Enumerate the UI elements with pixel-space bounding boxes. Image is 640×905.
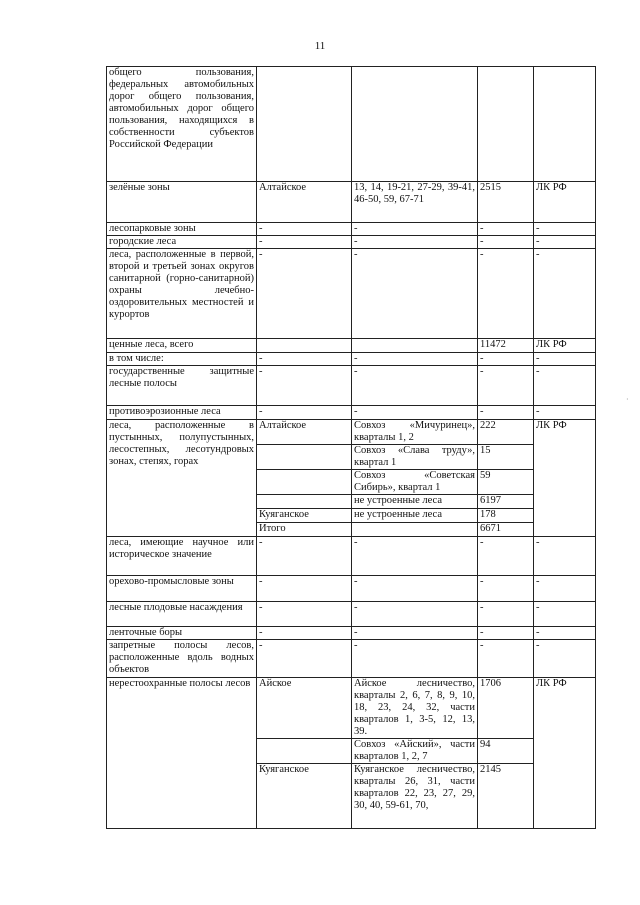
legal-basis-cell: - [534,353,596,366]
area-cell: - [478,223,534,236]
quarters-cell: 13, 14, 19-21, 27-29, 39-41, 46-50, 59, 67-71 [352,182,478,223]
legal-basis-cell: - [534,249,596,339]
forest-categories-table [106,66,596,829]
area-cell: - [478,640,534,678]
forestry-cell: Итого [257,523,352,537]
area-cell: 1706 [478,678,534,739]
forestry-cell: - [257,627,352,640]
area-cell: 11472 [478,339,534,353]
legal-basis-cell: - [534,366,596,406]
table-row [107,249,596,339]
legal-basis-cell: ЛК РФ [534,678,596,829]
quarters-cell: - [352,640,478,678]
area-cell: 6197 [478,495,534,509]
forestry-cell [257,495,352,509]
quarters-cell [352,339,478,353]
table-row [107,627,596,640]
legal-basis-cell: - [534,406,596,420]
table-row [107,537,596,576]
area-cell: - [478,236,534,249]
area-cell: 94 [478,739,534,764]
category-cell: леса, расположенные в пустынных, полупустынных, лесостепных, лесотундровых зонах, степях, горах [107,420,257,537]
category-cell: ценные леса, всего [107,339,257,353]
area-cell: 59 [478,470,534,495]
legal-basis-cell: ЛК РФ [534,420,596,537]
category-cell: государственные защитные лесные полосы [107,366,257,406]
area-cell: 222 [478,420,534,445]
forestry-cell: - [257,366,352,406]
forestry-cell: - [257,353,352,366]
category-cell: зелёные зоны [107,182,257,223]
area-cell: 6671 [478,523,534,537]
quarters-cell: Совхоз «Мичуринец», кварталы 1, 2 [352,420,478,445]
forestry-cell: Куяганское [257,509,352,523]
category-cell: общего пользования, федеральных автомобильных дорог общего пользования, автомобильных дорог общего пользования, находящихся в собственности субъектов Российской Федерации [107,67,257,182]
forestry-cell [257,67,352,182]
forestry-cell: - [257,406,352,420]
category-cell: ленточные боры [107,627,257,640]
quarters-cell [352,523,478,537]
quarters-cell: - [352,249,478,339]
quarters-cell: Куяганское лесничество, кварталы 26, 31, части кварталов 22, 23, 27, 29, 30, 40, 59-61, 70, [352,764,478,829]
quarters-cell: - [352,223,478,236]
quarters-cell: - [352,537,478,576]
forestry-cell [257,445,352,470]
legal-basis-cell: ЛК РФ [534,339,596,353]
legal-basis-cell: - [534,640,596,678]
forestry-cell [257,470,352,495]
table-row [107,640,596,678]
legal-basis-cell: - [534,576,596,602]
quarters-cell: - [352,236,478,249]
category-cell: нерестоохранные полосы лесов [107,678,257,829]
quarters-cell: - [352,627,478,640]
table-row [107,576,596,602]
quarters-cell: Совхоз «Советская Сибирь», квартал 1 [352,470,478,495]
area-cell: - [478,602,534,627]
forestry-cell: Айское [257,678,352,739]
table-row [107,236,596,249]
table-row [107,678,596,739]
quarters-cell: - [352,406,478,420]
quarters-cell: не устроенные леса [352,509,478,523]
legal-basis-cell: - [534,223,596,236]
table-row [107,602,596,627]
legal-basis-cell: - [534,236,596,249]
forestry-cell: - [257,223,352,236]
table-row [107,182,596,223]
area-cell: - [478,366,534,406]
forestry-cell: Куяганское [257,764,352,829]
quarters-cell: - [352,576,478,602]
forestry-cell: Алтайское [257,420,352,445]
table-row [107,353,596,366]
legal-basis-cell: - [534,602,596,627]
table-row [107,420,596,445]
legal-basis-cell: - [534,537,596,576]
category-cell: леса, расположенные в первой, второй и третьей зонах округов санитарной (горно-санитарной) охраны лечебно-оздоровительных местностей и курортов [107,249,257,339]
area-cell: - [478,576,534,602]
quarters-cell: Совхоз «Айский», части кварталов 1, 2, 7 [352,739,478,764]
area-cell: - [478,249,534,339]
quarters-cell: не устроенные леса [352,495,478,509]
table-row [107,366,596,406]
legal-basis-cell: - [534,627,596,640]
category-cell: орехово-промысловые зоны [107,576,257,602]
quarters-cell: - [352,353,478,366]
scan-mark: · [626,395,629,404]
area-cell: - [478,537,534,576]
forestry-cell: - [257,249,352,339]
quarters-cell: - [352,366,478,406]
area-cell: 2515 [478,182,534,223]
area-cell: - [478,353,534,366]
table-row [107,406,596,420]
area-cell: 178 [478,509,534,523]
quarters-cell: - [352,602,478,627]
quarters-cell [352,67,478,182]
area-cell: 15 [478,445,534,470]
category-cell: противоэрозионные леса [107,406,257,420]
category-cell: лесные плодовые насаждения [107,602,257,627]
table-row [107,67,596,182]
area-cell: 2145 [478,764,534,829]
category-cell: запретные полосы лесов, расположенные вдоль водных объектов [107,640,257,678]
area-cell [478,67,534,182]
table-row [107,339,596,353]
table-row [107,223,596,236]
forestry-cell [257,339,352,353]
forestry-cell: - [257,576,352,602]
page-number: 11 [314,40,326,52]
legal-basis-cell [534,67,596,182]
area-cell: - [478,406,534,420]
area-cell: - [478,627,534,640]
forestry-cell: - [257,602,352,627]
forestry-cell: - [257,640,352,678]
forestry-cell: Алтайское [257,182,352,223]
quarters-cell: Совхоз «Слава труду», квартал 1 [352,445,478,470]
category-cell: леса, имеющие научное или историческое значение [107,537,257,576]
forestry-cell: - [257,537,352,576]
category-cell: городские леса [107,236,257,249]
legal-basis-cell: ЛК РФ [534,182,596,223]
forestry-cell [257,739,352,764]
quarters-cell: Айское лесничество, кварталы 2, 6, 7, 8, 9, 10, 18, 23, 24, 32, части кварталов 1, 3-5, 12, 13, 39. [352,678,478,739]
category-cell: лесопарковые зоны [107,223,257,236]
category-cell: в том числе: [107,353,257,366]
forestry-cell: - [257,236,352,249]
